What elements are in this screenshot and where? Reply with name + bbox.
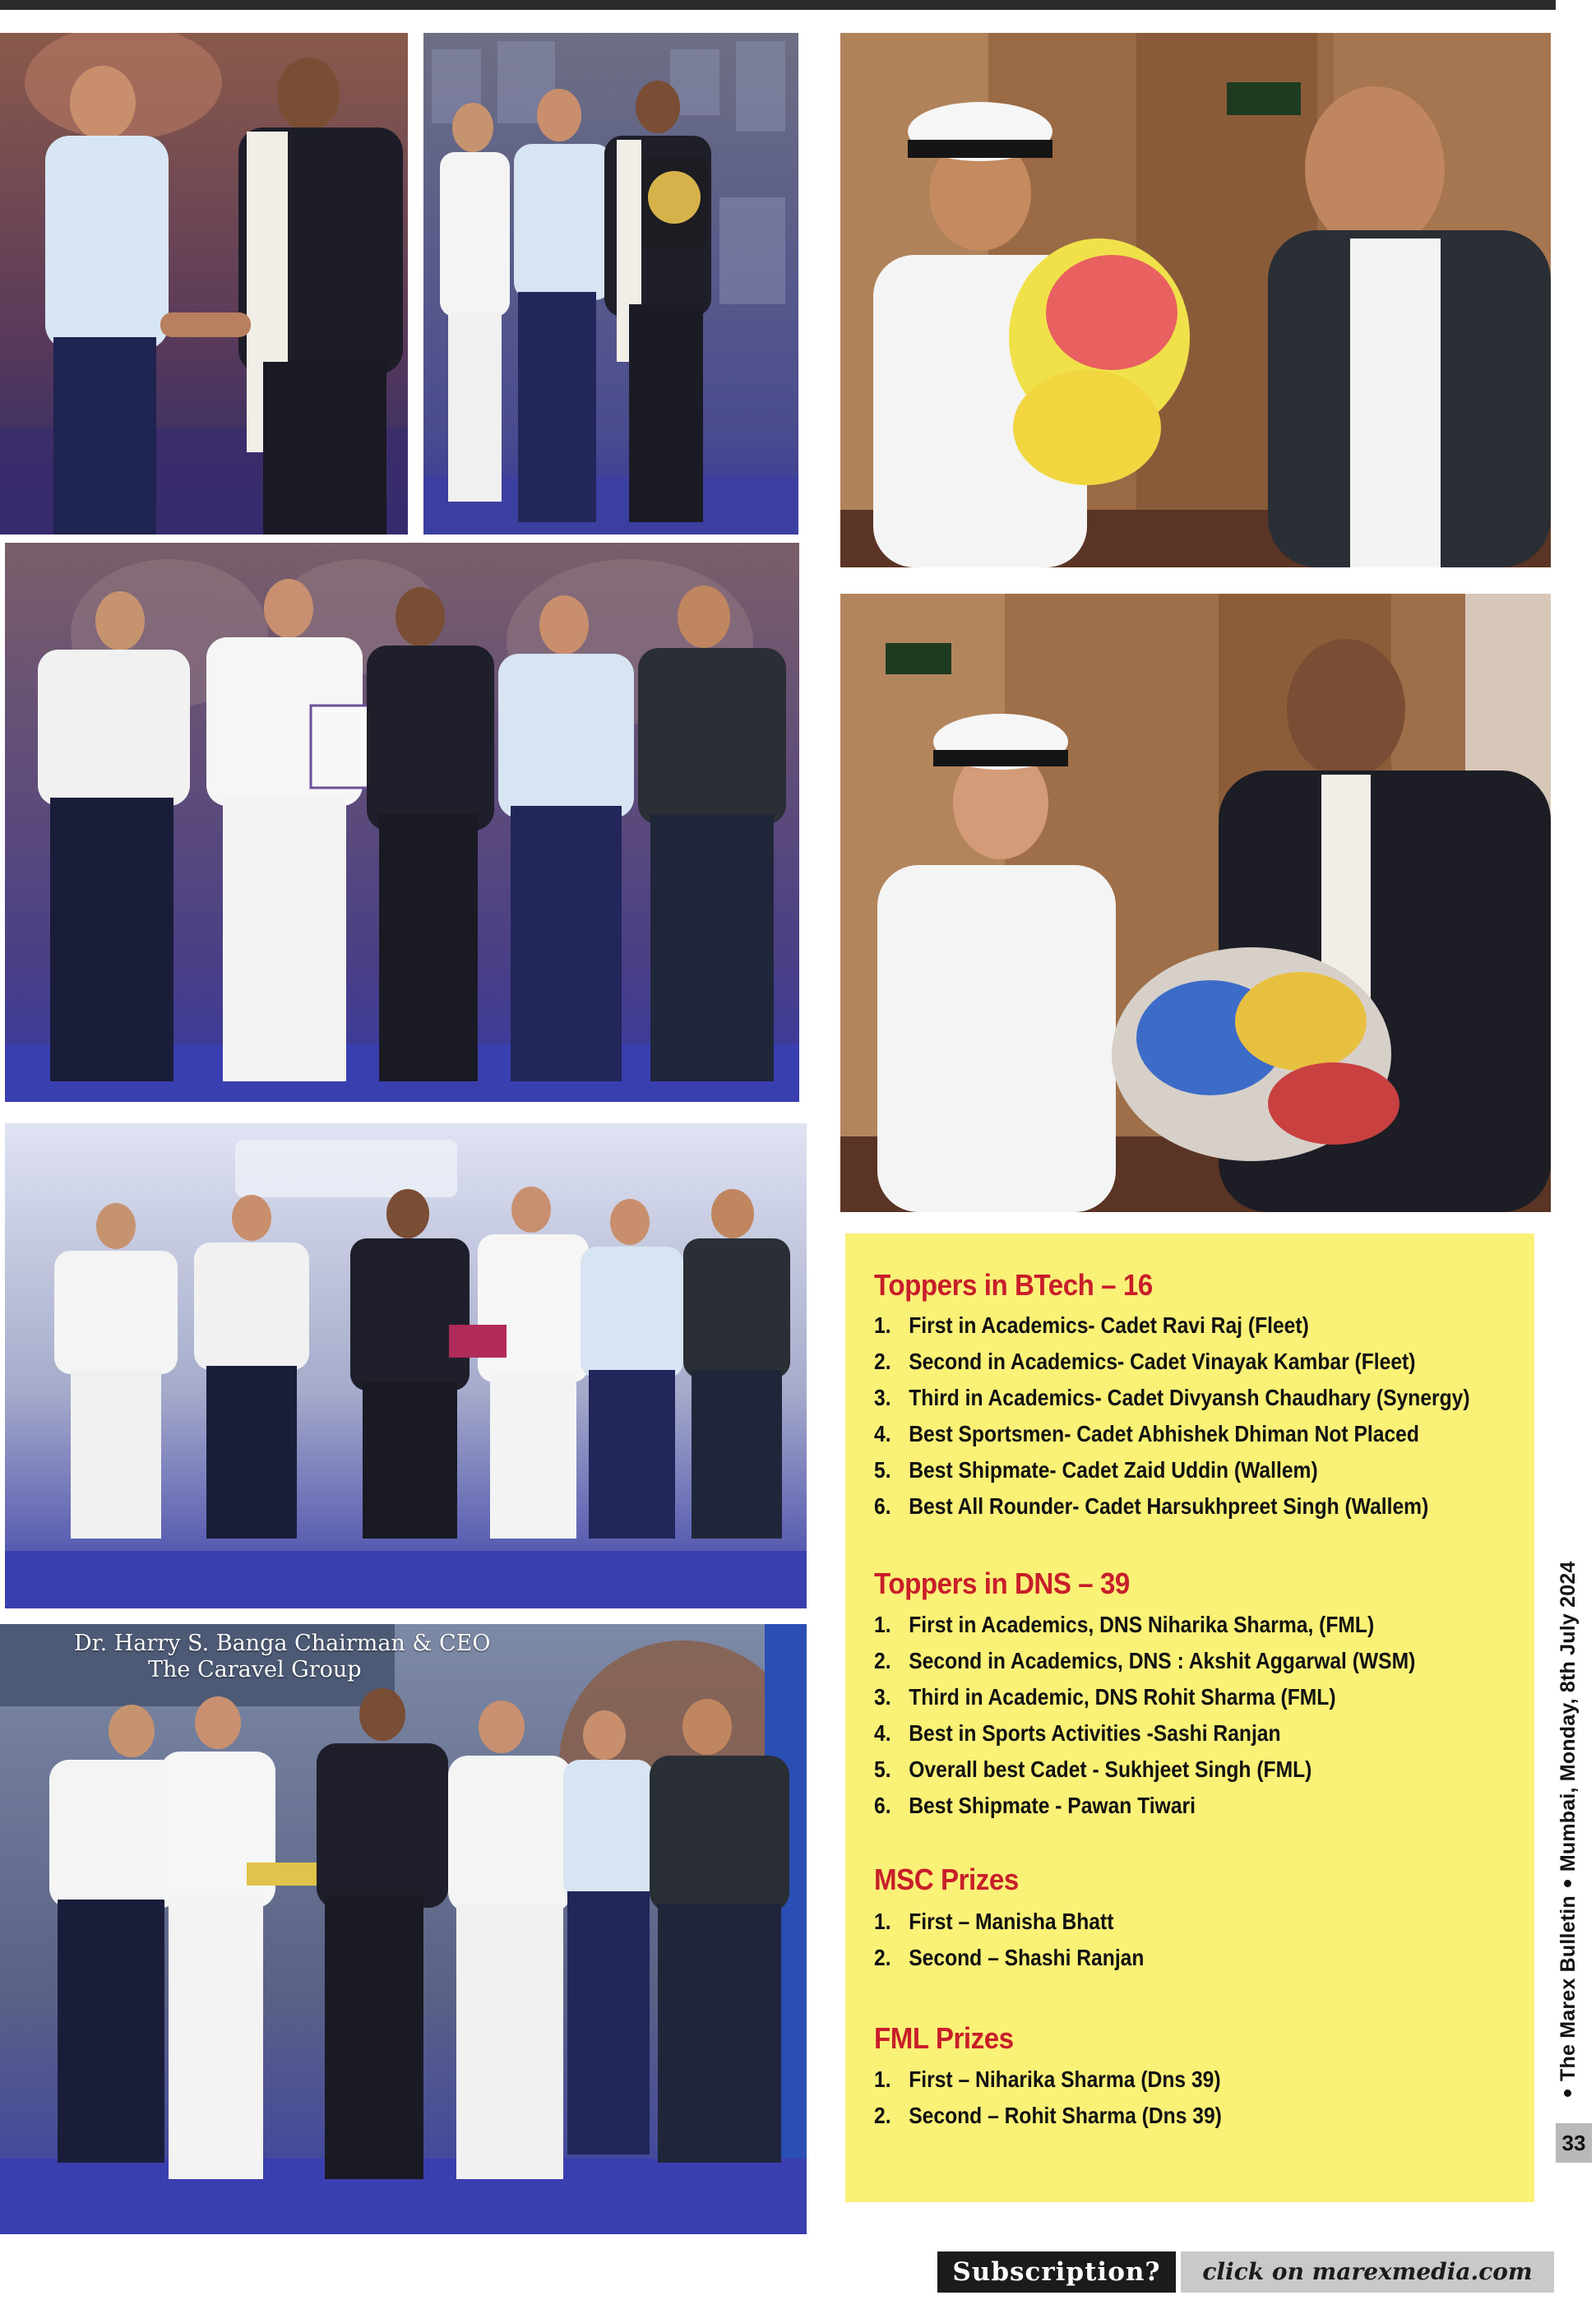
- list-item: 1. First – Niharika Sharma (Dns 39): [874, 2066, 1221, 2092]
- list-item: 1. First – Manisha Bhatt: [874, 1909, 1114, 1934]
- list-item: 3. Third in Academics- Cadet Divyansh Chaudhary (Synergy): [874, 1385, 1470, 1410]
- photo-bouquet-2: [840, 594, 1551, 1212]
- list-item: 2. Second in Academics, DNS : Akshit Aggarwal (WSM): [874, 1648, 1416, 1673]
- photo-caption: [74, 1631, 491, 1683]
- publication-sidebar: [1557, 1561, 1580, 2105]
- btech-list: [874, 1307, 1551, 1525]
- list-item: 4. Best Sportsmen- Cadet Abhishek Dhiman Not Placed: [874, 1421, 1419, 1446]
- photo-medal: [0, 1624, 807, 2234]
- section-title-btech: Toppers in BTech – 16: [874, 1268, 1153, 1302]
- list-item: 1. First in Academics, DNS Niharika Sharma, (FML): [874, 1612, 1375, 1637]
- subscription-link[interactable]: click on marexmedia.com: [1181, 2251, 1554, 2293]
- caption-line-2: The Caravel Group: [148, 1657, 362, 1682]
- footer-bar: [937, 2251, 1554, 2293]
- list-item: 1. First in Academics- Cadet Ravi Raj (Fleet): [874, 1312, 1309, 1338]
- list-item: 5. Overall best Cadet - Sukhjeet Singh (FML): [874, 1756, 1312, 1782]
- photo-certificate: [5, 543, 799, 1102]
- list-item: 4. Best in Sports Activities -Sashi Ranjan: [874, 1720, 1281, 1746]
- publication-name: The Marex Bulletin: [1557, 1895, 1580, 2081]
- subscription-button[interactable]: Subscription?: [937, 2251, 1176, 2293]
- list-item: 3. Third in Academic, DNS Rohit Sharma (FML): [874, 1684, 1336, 1710]
- section-title-msc: MSC Prizes: [874, 1863, 1019, 1896]
- msc-list: [874, 1904, 1181, 1976]
- bullet-dot-icon: [1564, 2089, 1571, 2097]
- section-title-fml: FML Prizes: [874, 2021, 1014, 2055]
- photo-handshake: [0, 33, 408, 535]
- list-item: 2. Second – Shashi Ranjan: [874, 1945, 1145, 1970]
- photo-bouquet-1: [840, 33, 1551, 567]
- photo-plaque: [423, 33, 798, 535]
- section-title-dns: Toppers in DNS – 39: [874, 1566, 1130, 1600]
- dns-list: [874, 1607, 1489, 1824]
- caption-line-1: Dr. Harry S. Banga Chairman & CEO: [74, 1631, 491, 1656]
- photo-award: [5, 1123, 807, 1608]
- page-number: 33: [1556, 2123, 1592, 2163]
- list-item: 2. Second – Rohit Sharma (Dns 39): [874, 2103, 1222, 2128]
- prize-panel: [845, 1233, 1534, 2202]
- list-item: 6. Best Shipmate - Pawan Tiwari: [874, 1793, 1196, 1818]
- list-item: 5. Best Shipmate- Cadet Zaid Uddin (Wallem): [874, 1457, 1318, 1483]
- publication-date: Mumbai, Monday, 8th July 2024: [1557, 1561, 1580, 1872]
- fml-list: [874, 2062, 1270, 2134]
- list-item: 2. Second in Academics- Cadet Vinayak Kambar (Fleet): [874, 1349, 1416, 1374]
- list-item: 6. Best All Rounder- Cadet Harsukhpreet Singh (Wallem): [874, 1493, 1429, 1519]
- bullet-dot-icon: [1564, 1880, 1571, 1887]
- top-rule: [0, 0, 1556, 10]
